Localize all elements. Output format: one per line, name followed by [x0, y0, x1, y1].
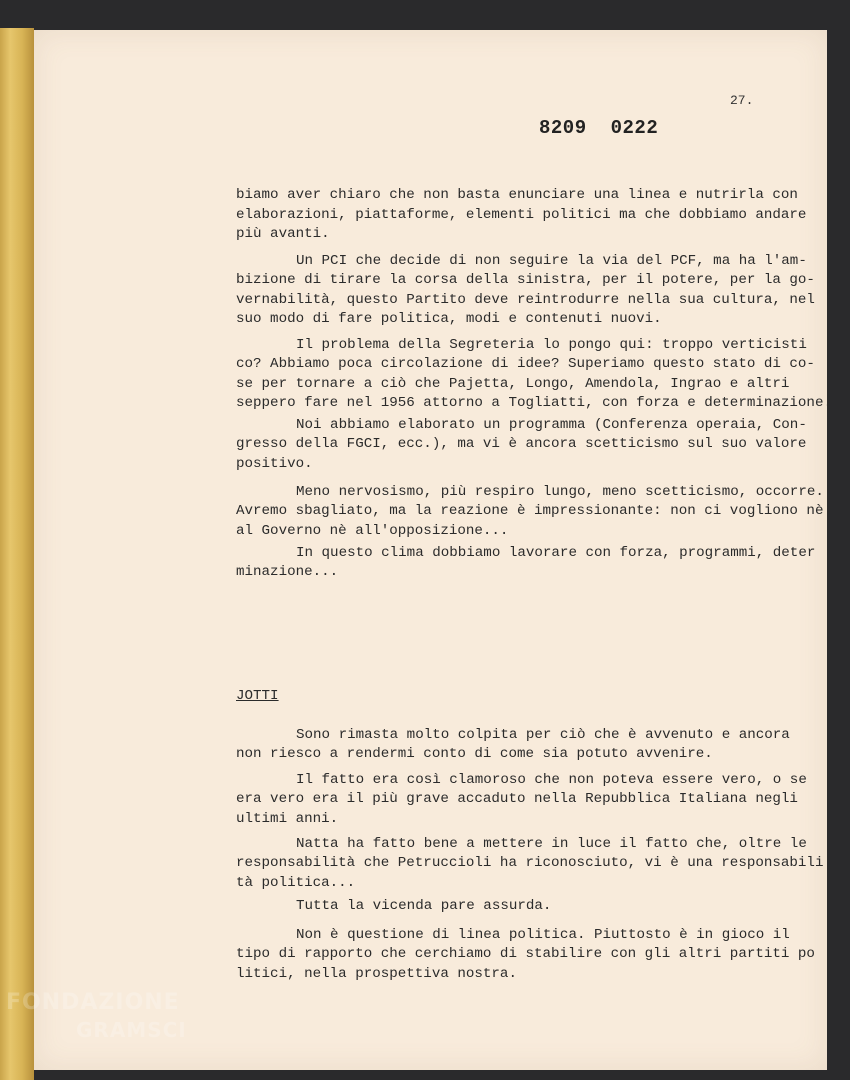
- paragraph-10: Tutta la vicenda pare assurda.: [296, 898, 552, 914]
- watermark-line-2: GRAMSCI: [76, 1018, 187, 1042]
- paragraph-8: era vero era il più grave accaduto nella Repubblica Italiana negli ultimi anni.: [236, 791, 798, 827]
- paragraph-11-first-line: Non è questione di linea politica. Piuttosto è in gioco il: [296, 927, 790, 943]
- paragraph-9-first-line: Natta ha fatto bene a mettere in luce il fatto che, oltre le: [296, 836, 807, 852]
- paragraph-4-first-line: Noi abbiamo elaborato un programma (Conferenza operaia, Con-: [296, 417, 807, 433]
- stamp-part-1: 8209: [539, 117, 587, 139]
- paragraph-5: Avremo sbagliato, ma la reazione è impressionante: non ci vogliono nè al Governo nè all'opposizione...: [236, 503, 824, 539]
- paragraph-4: gresso della FGCI, ecc.), ma vi è ancora scetticismo sul suo valore positivo.: [236, 436, 807, 472]
- binder-edge: [0, 28, 34, 1080]
- speaker-name: JOTTI: [236, 688, 279, 704]
- paragraph-7-first-line: Sono rimasta molto colpita per ciò che è avvenuto e ancora: [296, 727, 790, 743]
- paragraph-6: minazione...: [236, 564, 339, 580]
- fondazione-gramsci-watermark: [6, 990, 216, 1060]
- paragraph-7: non riesco a rendermi conto di come sia potuto avvenire.: [236, 746, 713, 762]
- paragraph-6-first-line: In questo clima dobbiamo lavorare con forza, programmi, deter: [296, 545, 816, 561]
- paragraph-11: tipo di rapporto che cerchiamo di stabilire con gli altri partiti po litici, nella prospettiva nostra.: [236, 946, 815, 982]
- paragraph-8-first-line: Il fatto era così clamoroso che non poteva essere vero, o se: [296, 772, 807, 788]
- archive-stamp: [539, 117, 658, 139]
- paragraph-3: co? Abbiamo poca circolazione di idee? Superiamo questo stato di co- se per tornare a ciò che Pajetta, Longo, Amendola, Ingrao e altri seppero fare nel 1956 attorno a Togliatti, con forza e determinazione.: [236, 356, 832, 411]
- paragraph-9: responsabilità che Petruccioli ha riconosciuto, vi è una responsabili tà politica...: [236, 855, 824, 891]
- paragraph-1: biamo aver chiaro che non basta enunciare una linea e nutrirla con elaborazioni, piattaforme, elementi politici ma che dobbiamo andare più avanti.: [236, 187, 807, 242]
- paragraph-5-first-line: Meno nervosismo, più respiro lungo, meno scetticismo, occorre.: [296, 484, 824, 500]
- paragraph-3-first-line: Il problema della Segreteria lo pongo qui: troppo verticisti: [296, 337, 807, 353]
- page-number: 27.: [730, 93, 754, 108]
- paragraph-2-first-line: Un PCI che decide di non seguire la via del PCF, ma ha l'am-: [296, 253, 807, 269]
- watermark-line-1: FONDAZIONE: [6, 990, 180, 1015]
- stamp-part-2: 0222: [610, 117, 659, 139]
- paragraph-2: bizione di tirare la corsa della sinistra, per il potere, per la go- vernabilità, questo Partito deve reintrodurre nella sua cultura, nel suo modo di fare politica, modi e contenuti nuovi.: [236, 272, 815, 327]
